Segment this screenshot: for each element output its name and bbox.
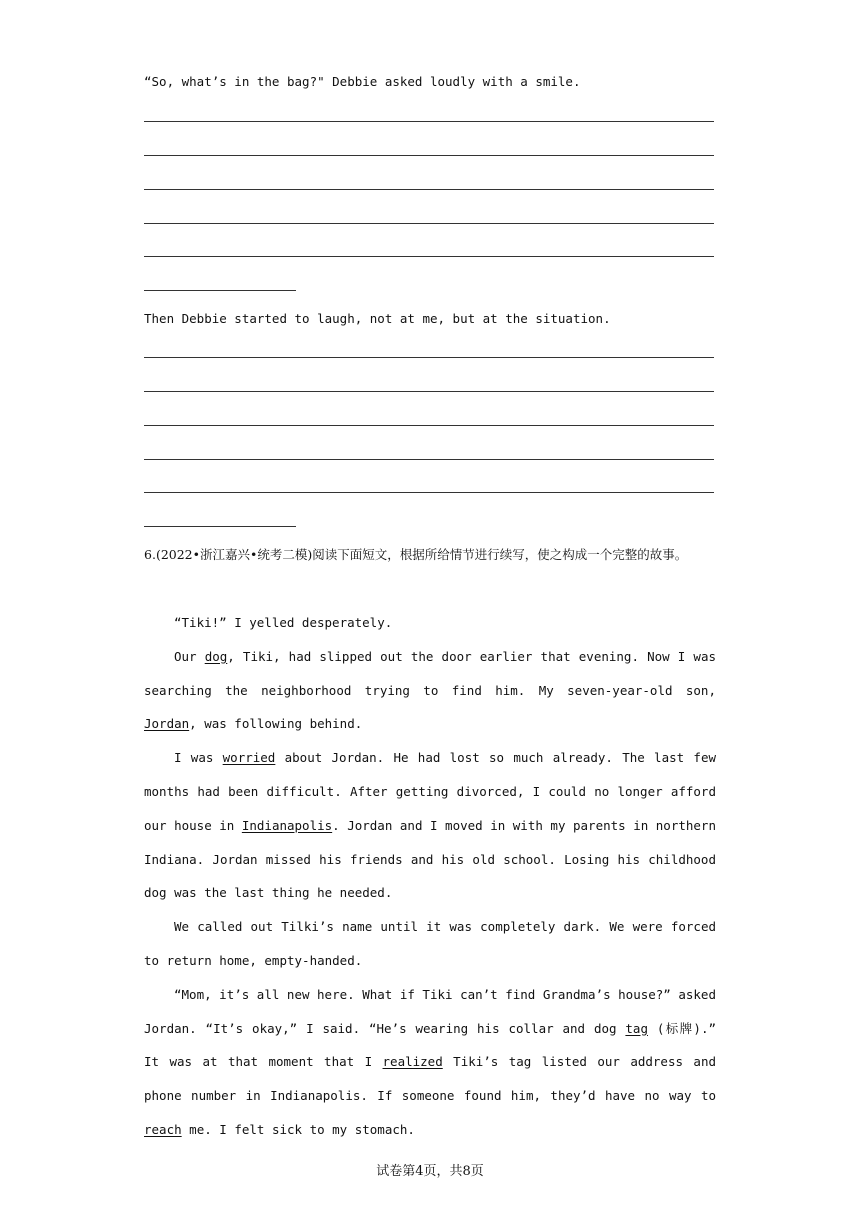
underlined-word: tag (625, 1020, 648, 1036)
underlined-word: dog (204, 648, 228, 664)
answer-line (144, 223, 714, 224)
answer-line (144, 121, 714, 122)
answer-line (144, 492, 714, 493)
question-source: (2022•浙江嘉兴•统考二模) (155, 547, 313, 562)
underlined-word: realized (382, 1054, 443, 1070)
question-number: 6. (144, 547, 156, 562)
story-paragraph-2: Our dog, Tiki, had slipped out the door earlier that evening. Now I was searching the neighborhood trying to find him. My seven-year-old son, Jordan, was following behind. (144, 648, 717, 732)
underlined-word: Indianapolis (241, 817, 333, 833)
underlined-word: Jordan (144, 716, 190, 732)
answer-line (144, 256, 714, 257)
underlined-word: worried (222, 750, 276, 766)
continuation-prompt-2: Then Debbie started to laugh, not at me, but at the situation. (144, 311, 611, 326)
question-instruction: 阅读下面短文，根据所给情节进行续写，使之构成一个完整的故事。 (312, 547, 688, 562)
answer-line (144, 425, 714, 426)
answer-line (144, 357, 714, 358)
answer-line (144, 189, 714, 190)
story-paragraph-1: “Tiki!” I yelled desperately. (174, 615, 393, 630)
underlined-word: reach (144, 1121, 182, 1137)
answer-line (144, 155, 714, 156)
story-passage (144, 606, 716, 1147)
answer-line (144, 391, 714, 392)
question-header (144, 538, 716, 572)
story-paragraph-4: We called out Tilki’s name until it was completely dark. We were forced to return home, empty-handed. (144, 919, 716, 968)
page-footer: 试卷第4页，共8页 (376, 1164, 484, 1179)
continuation-prompt-1: “So, what’s in the bag?" Debbie asked loudly with a smile. (144, 74, 581, 89)
story-paragraph-5: “Mom, it’s all new here. What if Tiki can’t find Grandma’s house?” asked Jordan. “It’s okay,” I said. “He’s wearing his collar and dog tag (标牌).” It was at that moment that I realized Tiki’s tag listed our address and phone number in Indianapolis. If someone found him, they’d have no way to reach me. I felt sick to my stomach. (144, 986, 717, 1137)
answer-line (144, 526, 296, 527)
answer-line (144, 290, 296, 291)
story-paragraph-3: I was worried about Jordan. He had lost so much already. The last few months had been difficult. After getting divorced, I could no longer afford our house in Indianapolis. Jordan and I moved in with my parents in northern Indiana. Jordan missed his friends and his old school. Losing his childhood dog was the last thing he needed. (144, 750, 717, 901)
answer-line (144, 459, 714, 460)
